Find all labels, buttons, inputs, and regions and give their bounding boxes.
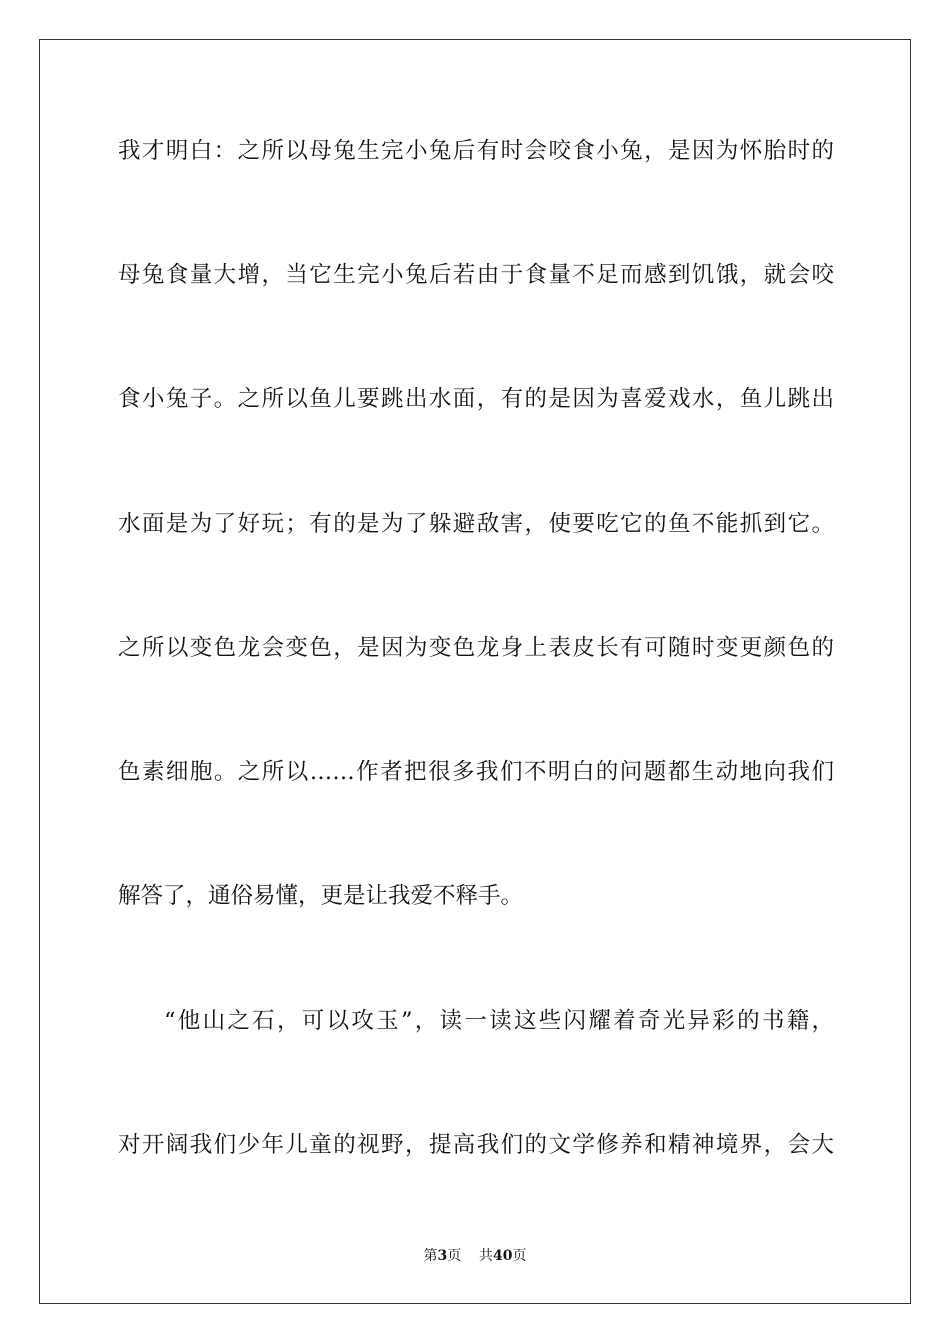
footer-total-pages: 40 <box>493 1248 513 1264</box>
paragraph-line-9: 对开阔我们少年儿童的视野，提高我们的文学修养和精神境界，会大 <box>118 1132 834 1158</box>
paragraph-line-2: 母兔食量大增，当它生完小兔后若由于食量不足而感到饥饿，就会咬 <box>118 262 834 288</box>
page-footer <box>0 1247 950 1265</box>
paragraph-line-1: 我才明白：之所以母兔生完小兔后有时会咬食小兔，是因为怀胎时的 <box>118 138 834 164</box>
footer-page-number: 3 <box>437 1248 448 1264</box>
paragraph-line-8: “他山之石，可以攻玉”，读一读这些闪耀着奇光异彩的书籍， <box>164 1008 834 1034</box>
paragraph-line-7: 解答了，通俗易懂，更是让我爱不释手。 <box>118 883 524 909</box>
footer-page-suffix: 页 <box>447 1248 462 1264</box>
footer-page-prefix: 第 <box>423 1248 438 1264</box>
paragraph-line-5: 之所以变色龙会变色，是因为变色龙身上表皮长有可随时变更颜色的 <box>118 635 834 661</box>
footer-total-prefix: 共 <box>479 1248 494 1264</box>
footer-total-suffix: 页 <box>512 1248 527 1264</box>
page-border <box>39 39 911 1304</box>
paragraph-line-4: 水面是为了好玩；有的是为了躲避敌害，使要吃它的鱼不能抓到它。 <box>118 511 834 537</box>
paragraph-line-6: 色素细胞。之所以……作者把很多我们不明白的问题都生动地向我们 <box>118 759 834 785</box>
paragraph-line-3: 食小兔子。之所以鱼儿要跳出水面，有的是因为喜爱戏水，鱼儿跳出 <box>118 386 834 412</box>
